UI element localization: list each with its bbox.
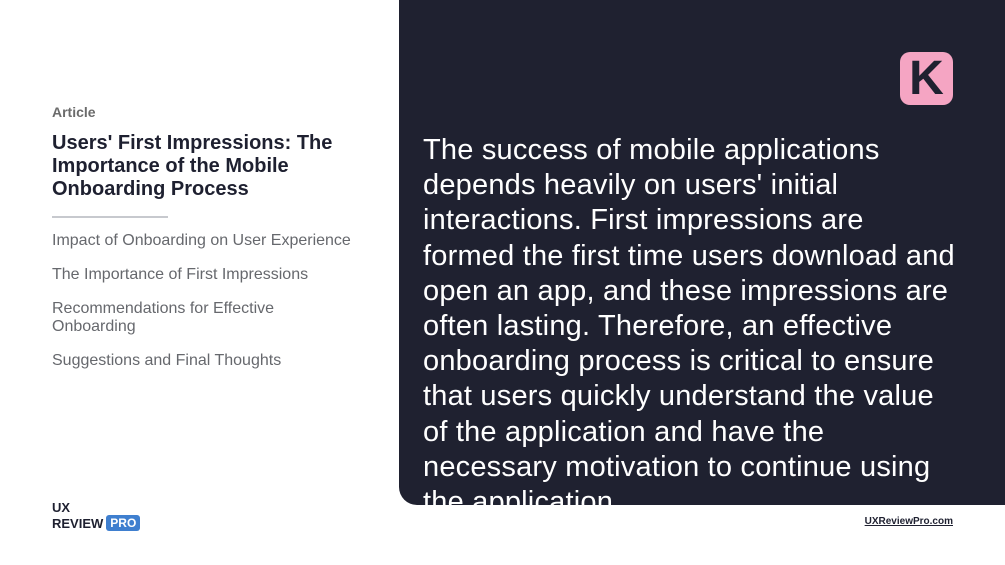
table-of-contents bbox=[52, 232, 352, 386]
quote-panel bbox=[399, 0, 1005, 519]
article-label: Article bbox=[52, 104, 96, 120]
uxreviewpro-logo bbox=[52, 500, 140, 531]
title-divider bbox=[52, 216, 168, 218]
toc-item-recommendations[interactable]: Recommendations for Effective Onboarding bbox=[52, 300, 275, 335]
logo-pro-badge: PRO bbox=[106, 515, 140, 531]
toc-item-onboarding-impact[interactable]: Impact of Onboarding on User Experience bbox=[52, 232, 351, 249]
panel-body-text: The success of mobile applications depends heavily on users' initial interactions. First impressions are formed the first time users download and open an app, and these impressions are often lasting. Therefore, an effective onboarding process is critical to ensure that users quickly understand the value of the application and have the necessary motivation to continue using the application. bbox=[423, 134, 955, 519]
toc-item-final-thoughts[interactable]: Suggestions and Final Thoughts bbox=[52, 352, 282, 369]
article-title: Users' First Impressions: The Importance of the Mobile Onboarding Process bbox=[52, 132, 333, 200]
k-logo-icon: K bbox=[900, 52, 953, 105]
website-link[interactable]: UXReviewPro.com bbox=[864, 516, 953, 527]
toc-item-first-impressions[interactable]: The Importance of First Impressions bbox=[52, 266, 309, 283]
logo-text-review: REVIEW bbox=[52, 515, 104, 531]
logo-text-ux: UX bbox=[52, 500, 71, 515]
